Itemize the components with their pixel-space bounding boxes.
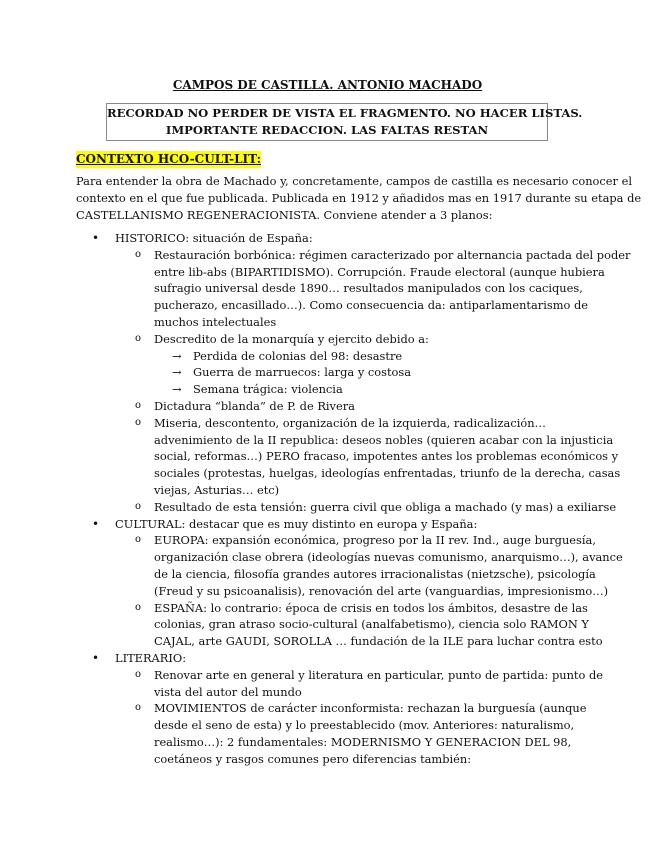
- text-line: Descredito de la monarquía y ejercito debido a:: [154, 331, 429, 346]
- list-item-label: LITERARIO:: [115, 650, 187, 665]
- sub-sub-item: [0, 381, 655, 398]
- sub-item-miseria: [0, 415, 655, 499]
- text-line: organización clase obrera (ideologías nuevas comunismo, anarquismo…), avance: [154, 550, 623, 565]
- outline: [0, 230, 655, 768]
- circle-bullet-icon: o: [135, 399, 142, 411]
- text-line: MOVIMIENTOS de carácter inconformista: rechazan la burguesía (aunque: [154, 701, 587, 716]
- list-item-historico: [0, 230, 655, 247]
- text-line: Perdida de colonias del 98: desastre: [193, 348, 403, 363]
- text-line: viejas, Asturias… etc): [154, 482, 280, 497]
- text-line: de la ciencia, filosofía grandes autores irracionalistas (nietzsche), psicología: [154, 566, 596, 581]
- document-title: CAMPOS DE CASTILLA. ANTONIO MACHADO: [172, 78, 483, 92]
- arrow-right-icon: →: [172, 382, 182, 397]
- list-item-label: HISTORICO: situación de España:: [115, 231, 313, 245]
- text-line: Restauración borbónica: régimen caracterizado por alternancia pactada del poder: [154, 247, 631, 262]
- text-line: Semana trágica: violencia: [193, 382, 343, 397]
- sub-item-movimientos: [0, 700, 655, 767]
- text-line: coetáneos y rasgos comunes pero diferencias también:: [154, 751, 472, 766]
- intro-line: CASTELLANISMO REGENERACIONISTA. Conviene atender a 3 planos:: [76, 207, 493, 222]
- text-line: Miseria, descontento, organización de la izquierda, radicalización…: [154, 415, 546, 430]
- bullet-icon: •: [92, 516, 100, 531]
- text-line: Resultado de esta tensión: guerra civil que obliga a machado (y mas) a exiliarse: [154, 499, 617, 514]
- sub-item-resultado: [0, 499, 655, 516]
- circle-bullet-icon: o: [135, 702, 142, 714]
- list-item-literario: [0, 650, 655, 667]
- list-item-label: CULTURAL: destacar que es muy distinto en europa y España:: [115, 516, 478, 531]
- text-line: entre lib-abs (BIPARTIDISMO). Corrupción. Fraude electoral (aunque hubiera: [154, 264, 605, 279]
- text-line: muchos intelectuales: [154, 314, 277, 329]
- circle-bullet-icon: o: [135, 416, 142, 428]
- text-line: sufragio universal desde 1890… resultados manipulados con los caciques,: [154, 281, 583, 296]
- text-line: Guerra de marruecos: larga y costosa: [193, 365, 412, 380]
- bullet-icon: •: [92, 650, 100, 665]
- text-line: Renovar arte en general y literatura en particular, punto de partida: punto de: [154, 667, 603, 682]
- circle-bullet-icon: o: [135, 500, 142, 512]
- list-item-cultural: [0, 516, 655, 533]
- text-line: sociales (protestas, huelgas, ideologías enfrentadas, triunfo de la derecha, casas: [154, 466, 621, 481]
- sub-item-renovar: [0, 667, 655, 701]
- text-line: social, reformas…) PERO fracaso, impotentes antes los problemas económicos y: [154, 449, 619, 464]
- sub-item-europa: [0, 532, 655, 599]
- notice-line: IMPORTANTE REDACCION. LAS FALTAS RESTAN: [165, 123, 489, 137]
- circle-bullet-icon: o: [135, 668, 142, 680]
- circle-bullet-icon: o: [135, 248, 142, 260]
- intro-line: Para entender la obra de Machado y, concretamente, campos de castilla es necesario conocer el: [76, 174, 632, 188]
- sub-item-descredito: [0, 331, 655, 348]
- circle-bullet-icon: o: [135, 601, 142, 613]
- text-line: CAJAL, arte GAUDI, SOROLLA … fundación de la ILE para luchar contra esto: [154, 634, 603, 649]
- text-line: realismo…): 2 fundamentales: MODERNISMO Y GENERACION DEL 98,: [154, 734, 572, 749]
- text-line: ESPAÑA: lo contrario: época de crisis en todos los ámbitos, desastre de las: [154, 600, 588, 615]
- text-line: pucherazo, encasillado…). Como consecuencia da: antiparlamentarismo de: [154, 298, 589, 313]
- sub-sub-item: [0, 348, 655, 365]
- circle-bullet-icon: o: [135, 534, 142, 546]
- section-heading: CONTEXTO HCO-CULT-LIT:: [76, 152, 262, 166]
- circle-bullet-icon: o: [135, 332, 142, 344]
- notice-box: [106, 103, 583, 141]
- arrow-right-icon: →: [172, 348, 182, 363]
- text-line: (Freud y su psicoanalisis), renovación del arte (vanguardias, impresionismo…): [154, 583, 609, 598]
- bullet-icon: •: [92, 231, 100, 245]
- sub-item-restauracion: [0, 247, 655, 331]
- sub-item-espana: [0, 600, 655, 650]
- text-line: colonias, gran atraso socio-cultural (analfabetismo), ciencia solo RAMON Y: [154, 617, 589, 632]
- sub-item-dictadura: [0, 398, 655, 415]
- text-line: Dictadura “blanda” de P. de Rivera: [154, 398, 355, 413]
- text-line: advenimiento de la II republica: deseos nobles (quieren acabar con la injusticia: [154, 432, 614, 447]
- text-line: EUROPA: expansión económica, progreso por la II rev. Ind., auge burguesía,: [154, 533, 596, 548]
- text-line: desde el seno de esta) y lo preestablecido (mov. Anteriores: naturalismo,: [154, 718, 575, 733]
- notice-line: RECORDAD NO PERDER DE VISTA EL FRAGMENTO. NO HACER LISTAS.: [107, 106, 583, 120]
- text-line: vista del autor del mundo: [154, 684, 302, 699]
- sub-sub-item: [0, 364, 655, 381]
- arrow-right-icon: →: [172, 365, 182, 380]
- intro-paragraph: [76, 173, 642, 223]
- intro-line: contexto en el que fue publicada. Publicada en 1912 y añadidos mas en 1917 durante su etapa de: [76, 190, 642, 205]
